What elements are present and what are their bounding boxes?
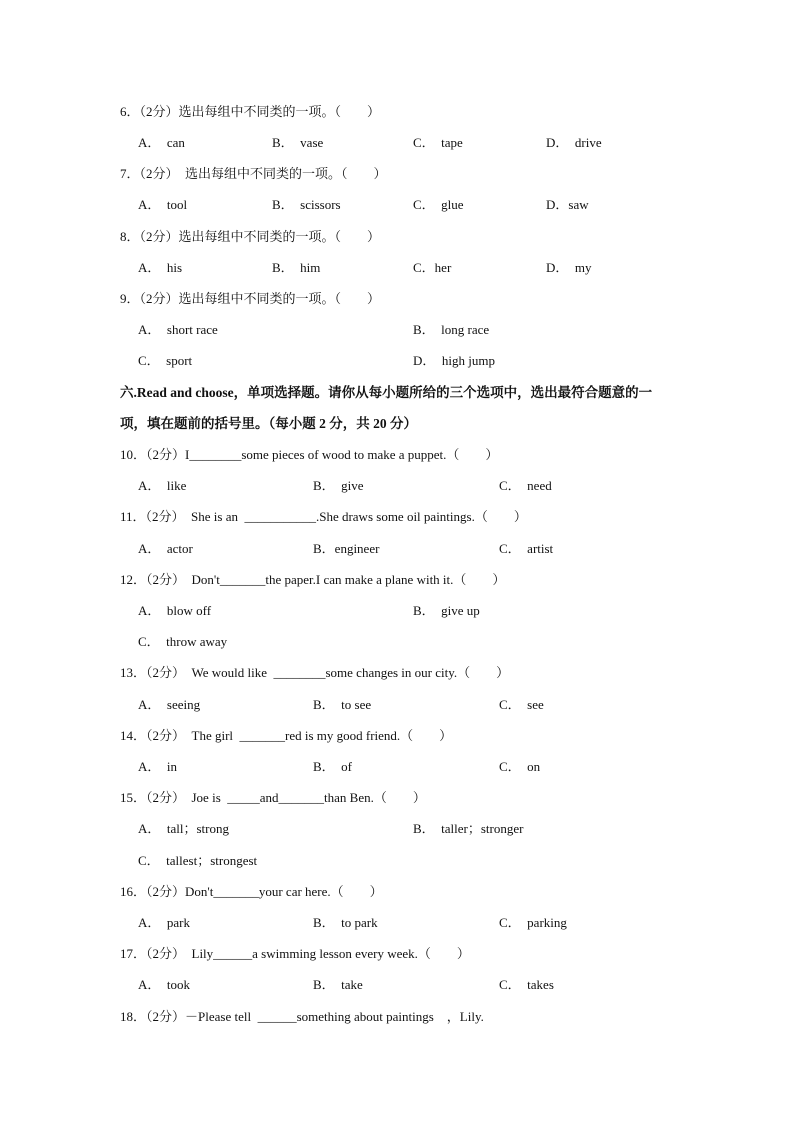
- option-17-b: B． take: [313, 977, 363, 992]
- option-10-a: A． like: [138, 478, 187, 493]
- question-stem-18: 18．（2分）－Please tell ______something about paintings ，Lily.: [120, 1009, 484, 1024]
- option-14-a: A． in: [138, 759, 178, 774]
- question-stem-17: 17．（2分） Lily______a swimming lesson every week.（ ）: [120, 946, 470, 961]
- option-7-c: C． glue: [413, 197, 464, 212]
- question-stem-6: 6．（2分）选出每组中不同类的一项。（ ）: [120, 104, 381, 119]
- question-stem-8: 8．（2分）选出每组中不同类的一项。（ ）: [120, 229, 381, 244]
- option-15-b: B． taller；stronger: [413, 821, 524, 836]
- option-6-d: D． drive: [546, 135, 602, 150]
- option-9-b: B． long race: [413, 322, 490, 337]
- option-6-b: B． vase: [272, 135, 324, 150]
- option-11-b: B．engineer: [313, 541, 380, 556]
- question-stem-14: 14．（2分） The girl _______red is my good friend.（ ）: [120, 728, 453, 743]
- option-8-c: C．her: [413, 260, 452, 275]
- option-8-d: D． my: [546, 260, 592, 275]
- option-9-a: A． short race: [138, 322, 218, 337]
- option-8-b: B． him: [272, 260, 321, 275]
- option-12-c: C． throw away: [138, 634, 228, 649]
- section-heading-line2: 项，填在题前的括号里。（每小题 2 分，共 20 分）: [120, 416, 417, 431]
- option-16-b: B． to park: [313, 915, 378, 930]
- section-heading-line1: 六.Read and choose，单项选择题。请你从每小题所给的三个选项中，选出最符合题意的一: [120, 385, 653, 400]
- option-15-c: C． tallest；strongest: [138, 853, 258, 868]
- option-16-c: C． parking: [499, 915, 567, 930]
- option-11-c: C． artist: [499, 541, 554, 556]
- option-13-a: A． seeing: [138, 697, 201, 712]
- option-12-b: B． give up: [413, 603, 480, 618]
- option-13-b: B． to see: [313, 697, 372, 712]
- option-16-a: A． park: [138, 915, 190, 930]
- option-6-a: A． can: [138, 135, 185, 150]
- option-10-b: B． give: [313, 478, 364, 493]
- option-7-a: A． tool: [138, 197, 188, 212]
- question-stem-10: 10．（2分）I________some pieces of wood to make a puppet.（ ）: [120, 447, 499, 462]
- question-stem-13: 13．（2分） We would like ________some changes in our city.（ ）: [120, 665, 510, 680]
- option-14-b: B． of: [313, 759, 353, 774]
- question-stem-15: 15．（2分） Joe is _____and_______than Ben.（ ）: [120, 790, 426, 805]
- question-stem-11: 11．（2分） She is an ___________.She draws some oil paintings.（ ）: [120, 509, 527, 524]
- option-8-a: A． his: [138, 260, 183, 275]
- option-9-d: D． high jump: [413, 353, 495, 368]
- option-7-d: D．saw: [546, 197, 589, 212]
- question-stem-12: 12．（2分） Don't_______the paper.I can make a plane with it.（ ）: [120, 572, 506, 587]
- question-stem-9: 9．（2分）选出每组中不同类的一项。（ ）: [120, 291, 381, 306]
- question-stem-16: 16．（2分）Don't_______your car here.（ ）: [120, 884, 383, 899]
- option-7-b: B． scissors: [272, 197, 341, 212]
- option-14-c: C． on: [499, 759, 541, 774]
- option-6-c: C． tape: [413, 135, 463, 150]
- option-13-c: C． see: [499, 697, 544, 712]
- option-11-a: A． actor: [138, 541, 193, 556]
- question-stem-7: 7．（2分） 选出每组中不同类的一项。（ ）: [120, 166, 387, 181]
- option-17-c: C． takes: [499, 977, 554, 992]
- option-10-c: C． need: [499, 478, 552, 493]
- option-12-a: A． blow off: [138, 603, 212, 618]
- option-15-a: A． tall；strong: [138, 821, 229, 836]
- option-9-c: C． sport: [138, 353, 193, 368]
- option-17-a: A． took: [138, 977, 191, 992]
